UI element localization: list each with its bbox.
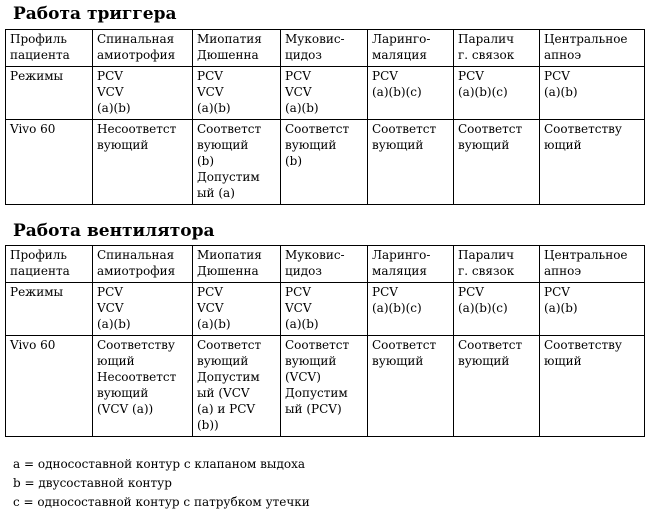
table-cell: Соответству ющий	[540, 120, 645, 205]
row-label-cell: Vivo 60	[6, 336, 93, 437]
table-cell: PCV VCV (a)(b)	[93, 283, 193, 336]
table-cell: PCV VCV (a)(b)	[281, 283, 368, 336]
modes-row	[6, 283, 645, 336]
table-cell: Соответст вующий (b) Допустим ый (a)	[193, 120, 281, 205]
table-cell: Несоответст вующий	[93, 120, 193, 205]
table-cell: PCV (a)(b)(c)	[368, 67, 454, 120]
table-cell: Ларинго- маляция	[368, 246, 454, 283]
table-cell: Соответст вующий	[368, 120, 454, 205]
row-label-cell: Профиль пациента	[6, 246, 93, 283]
trigger-section-title: Работа триггера	[13, 4, 177, 24]
table-cell: Паралич г. связок	[454, 246, 540, 283]
table-cell: PCV (a)(b)	[540, 283, 645, 336]
table-cell: PCV (a)(b)(c)	[454, 283, 540, 336]
table-cell: PCV VCV (a)(b)	[93, 67, 193, 120]
trigger-table-body	[6, 30, 645, 205]
footnotes	[13, 455, 310, 512]
table-cell: Соответст вующий	[368, 336, 454, 437]
table-cell: Соответству ющий Несоответст вующий (VCV (a))	[93, 336, 193, 437]
table-cell: PCV VCV (a)(b)	[193, 283, 281, 336]
footnote-b: b = двусоставной контур	[13, 476, 172, 490]
header-row	[6, 30, 645, 67]
table-cell: Спинальная амиотрофия	[93, 30, 193, 67]
row-label-cell: Режимы	[6, 283, 93, 336]
device-row	[6, 336, 645, 437]
table-cell: Соответст вующий (VCV) Допустим ый (PCV)	[281, 336, 368, 437]
table-cell: Соответст вующий	[454, 120, 540, 205]
table-cell: Спинальная амиотрофия	[93, 246, 193, 283]
table-cell: PCV (a)(b)(c)	[368, 283, 454, 336]
table-cell: Паралич г. связок	[454, 30, 540, 67]
table-cell: Муковис- цидоз	[281, 30, 368, 67]
trigger-table	[5, 29, 645, 205]
table-cell: Центральное апноэ	[540, 30, 645, 67]
table-cell: Соответст вующий	[454, 336, 540, 437]
table-cell: Муковис- цидоз	[281, 246, 368, 283]
footnote-a: a = односоставной контур с клапаном выдоха	[13, 457, 306, 471]
row-label-cell: Vivo 60	[6, 120, 93, 205]
table-cell: Соответству ющий	[540, 336, 645, 437]
table-cell: PCV VCV (a)(b)	[193, 67, 281, 120]
header-row	[6, 246, 645, 283]
table-cell: Ларинго- маляция	[368, 30, 454, 67]
table-cell: Миопатия Дюшенна	[193, 246, 281, 283]
ventilator-table	[5, 245, 645, 437]
footnote-c: c = односоставной контур с патрубком утечки	[13, 495, 310, 509]
modes-row	[6, 67, 645, 120]
table-cell: Миопатия Дюшенна	[193, 30, 281, 67]
table-cell: Соответст вующий (b)	[281, 120, 368, 205]
row-label-cell: Профиль пациента	[6, 30, 93, 67]
ventilator-table-body	[6, 246, 645, 437]
table-cell: PCV VCV (a)(b)	[281, 67, 368, 120]
table-cell: PCV (a)(b)(c)	[454, 67, 540, 120]
table-cell: Соответст вующий Допустим ый (VCV (a) и PCV (b))	[193, 336, 281, 437]
device-row	[6, 120, 645, 205]
row-label-cell: Режимы	[6, 67, 93, 120]
table-cell: PCV (a)(b)	[540, 67, 645, 120]
ventilator-section-title: Работа вентилятора	[13, 221, 215, 241]
table-cell: Центральное апноэ	[540, 246, 645, 283]
